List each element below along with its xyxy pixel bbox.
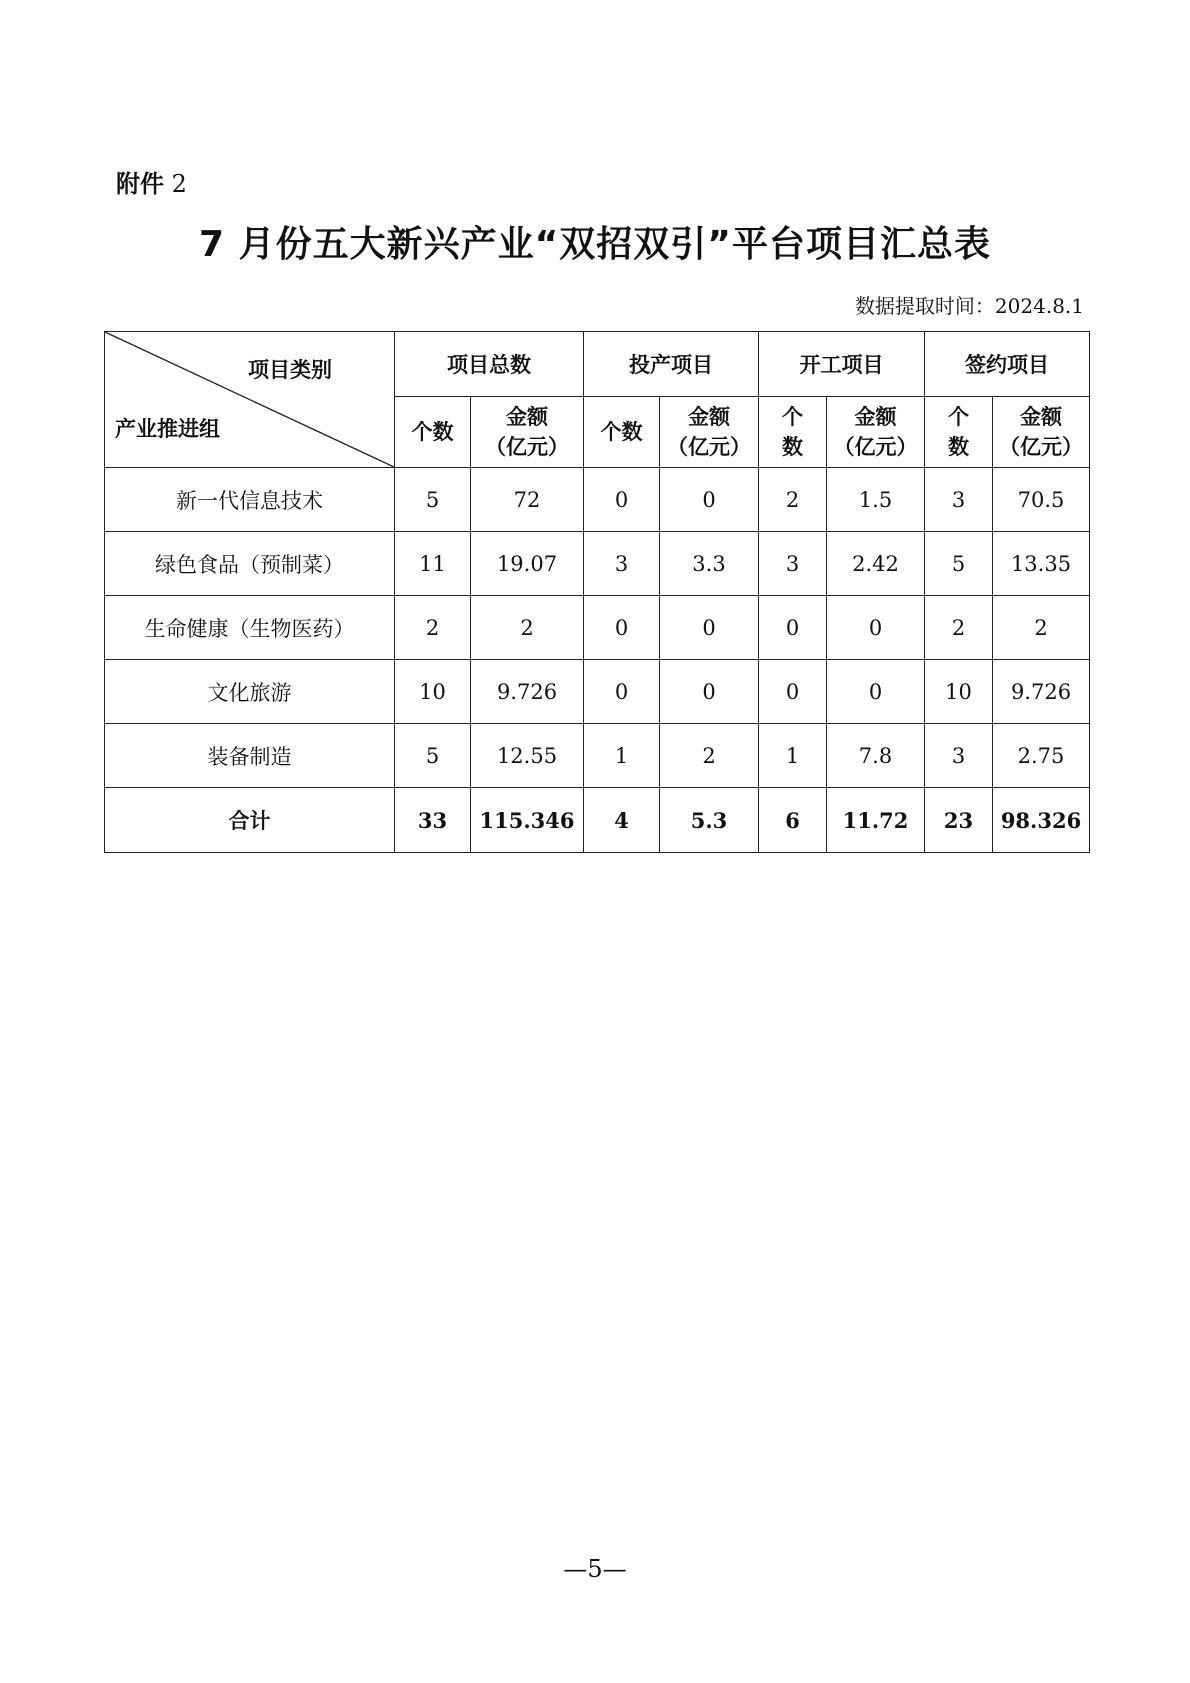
group-header-total: 项目总数 — [395, 332, 584, 397]
subheader-amount: 金额 （亿元） — [660, 397, 759, 468]
cell-value: 3 — [759, 532, 827, 596]
page-number: —5— — [563, 1555, 627, 1583]
cell-value: 1 — [759, 724, 827, 788]
page-title: 7 月份五大新兴产业“双招双引”平台项目汇总表 — [199, 224, 991, 265]
subheader-count: 个数 — [395, 397, 471, 468]
table-row — [105, 596, 1090, 660]
cell-value: 3 — [584, 532, 660, 596]
table-row — [105, 660, 1090, 724]
cell-value: 72 — [471, 468, 584, 532]
total-value: 98.326 — [993, 788, 1090, 853]
cell-value: 0 — [759, 596, 827, 660]
cell-value: 2 — [925, 596, 993, 660]
corner-header-cell — [105, 332, 395, 468]
row-industry: 装备制造 — [105, 724, 395, 788]
subheader-count: 个 数 — [759, 397, 827, 468]
total-value: 6 — [759, 788, 827, 853]
total-value: 115.346 — [471, 788, 584, 853]
cell-value: 19.07 — [471, 532, 584, 596]
group-header-construction: 开工项目 — [759, 332, 925, 397]
table-row — [105, 468, 1090, 532]
cell-value: 10 — [925, 660, 993, 724]
cell-value: 11 — [395, 532, 471, 596]
cell-value: 0 — [660, 468, 759, 532]
cell-value: 70.5 — [993, 468, 1090, 532]
corner-bottom-label: 产业推进组 — [115, 417, 220, 441]
summary-table — [104, 331, 1090, 853]
table-row — [105, 532, 1090, 596]
cell-value: 2.42 — [827, 532, 925, 596]
cell-value: 2 — [759, 468, 827, 532]
cell-value: 9.726 — [471, 660, 584, 724]
total-value: 5.3 — [660, 788, 759, 853]
subheader-amount: 金额 （亿元） — [993, 397, 1090, 468]
subheader-count: 个 数 — [925, 397, 993, 468]
extraction-time: 数据提取时间：2024.8.1 — [854, 294, 1084, 318]
cell-value: 0 — [759, 660, 827, 724]
subheader-amount: 金额 （亿元） — [471, 397, 584, 468]
cell-value: 5 — [395, 724, 471, 788]
cell-value: 5 — [925, 532, 993, 596]
cell-value: 2.75 — [993, 724, 1090, 788]
cell-value: 0 — [584, 596, 660, 660]
cell-value: 13.35 — [993, 532, 1090, 596]
cell-value: 2 — [395, 596, 471, 660]
total-value: 23 — [925, 788, 993, 853]
row-industry: 绿色食品（预制菜） — [105, 532, 395, 596]
subheader-count: 个数 — [584, 397, 660, 468]
header-row-groups — [105, 332, 1090, 397]
diagonal-line — [105, 332, 394, 467]
cell-value: 1 — [584, 724, 660, 788]
cell-value: 5 — [395, 468, 471, 532]
row-industry: 文化旅游 — [105, 660, 395, 724]
cell-value: 0 — [660, 660, 759, 724]
cell-value: 0 — [660, 596, 759, 660]
attachment-label — [116, 164, 187, 199]
cell-value: 0 — [827, 596, 925, 660]
row-industry: 生命健康（生物医药） — [105, 596, 395, 660]
total-value: 11.72 — [827, 788, 925, 853]
corner-top-label: 项目类别 — [248, 358, 332, 382]
total-value: 4 — [584, 788, 660, 853]
cell-value: 7.8 — [827, 724, 925, 788]
attachment-word: 附件 — [116, 170, 164, 198]
total-label: 合计 — [105, 788, 395, 853]
cell-value: 0 — [584, 660, 660, 724]
group-header-production: 投产项目 — [584, 332, 759, 397]
cell-value: 3.3 — [660, 532, 759, 596]
subheader-amount: 金额 （亿元） — [827, 397, 925, 468]
row-industry: 新一代信息技术 — [105, 468, 395, 532]
cell-value: 1.5 — [827, 468, 925, 532]
total-value: 33 — [395, 788, 471, 853]
cell-value: 3 — [925, 468, 993, 532]
cell-value: 9.726 — [993, 660, 1090, 724]
group-header-signed: 签约项目 — [925, 332, 1090, 397]
cell-value: 2 — [660, 724, 759, 788]
attachment-number: 2 — [171, 170, 187, 198]
cell-value: 0 — [827, 660, 925, 724]
cell-value: 0 — [584, 468, 660, 532]
cell-value: 3 — [925, 724, 993, 788]
cell-value: 2 — [993, 596, 1090, 660]
total-row — [105, 788, 1090, 853]
cell-value: 12.55 — [471, 724, 584, 788]
table-row — [105, 724, 1090, 788]
cell-value: 2 — [471, 596, 584, 660]
cell-value: 10 — [395, 660, 471, 724]
